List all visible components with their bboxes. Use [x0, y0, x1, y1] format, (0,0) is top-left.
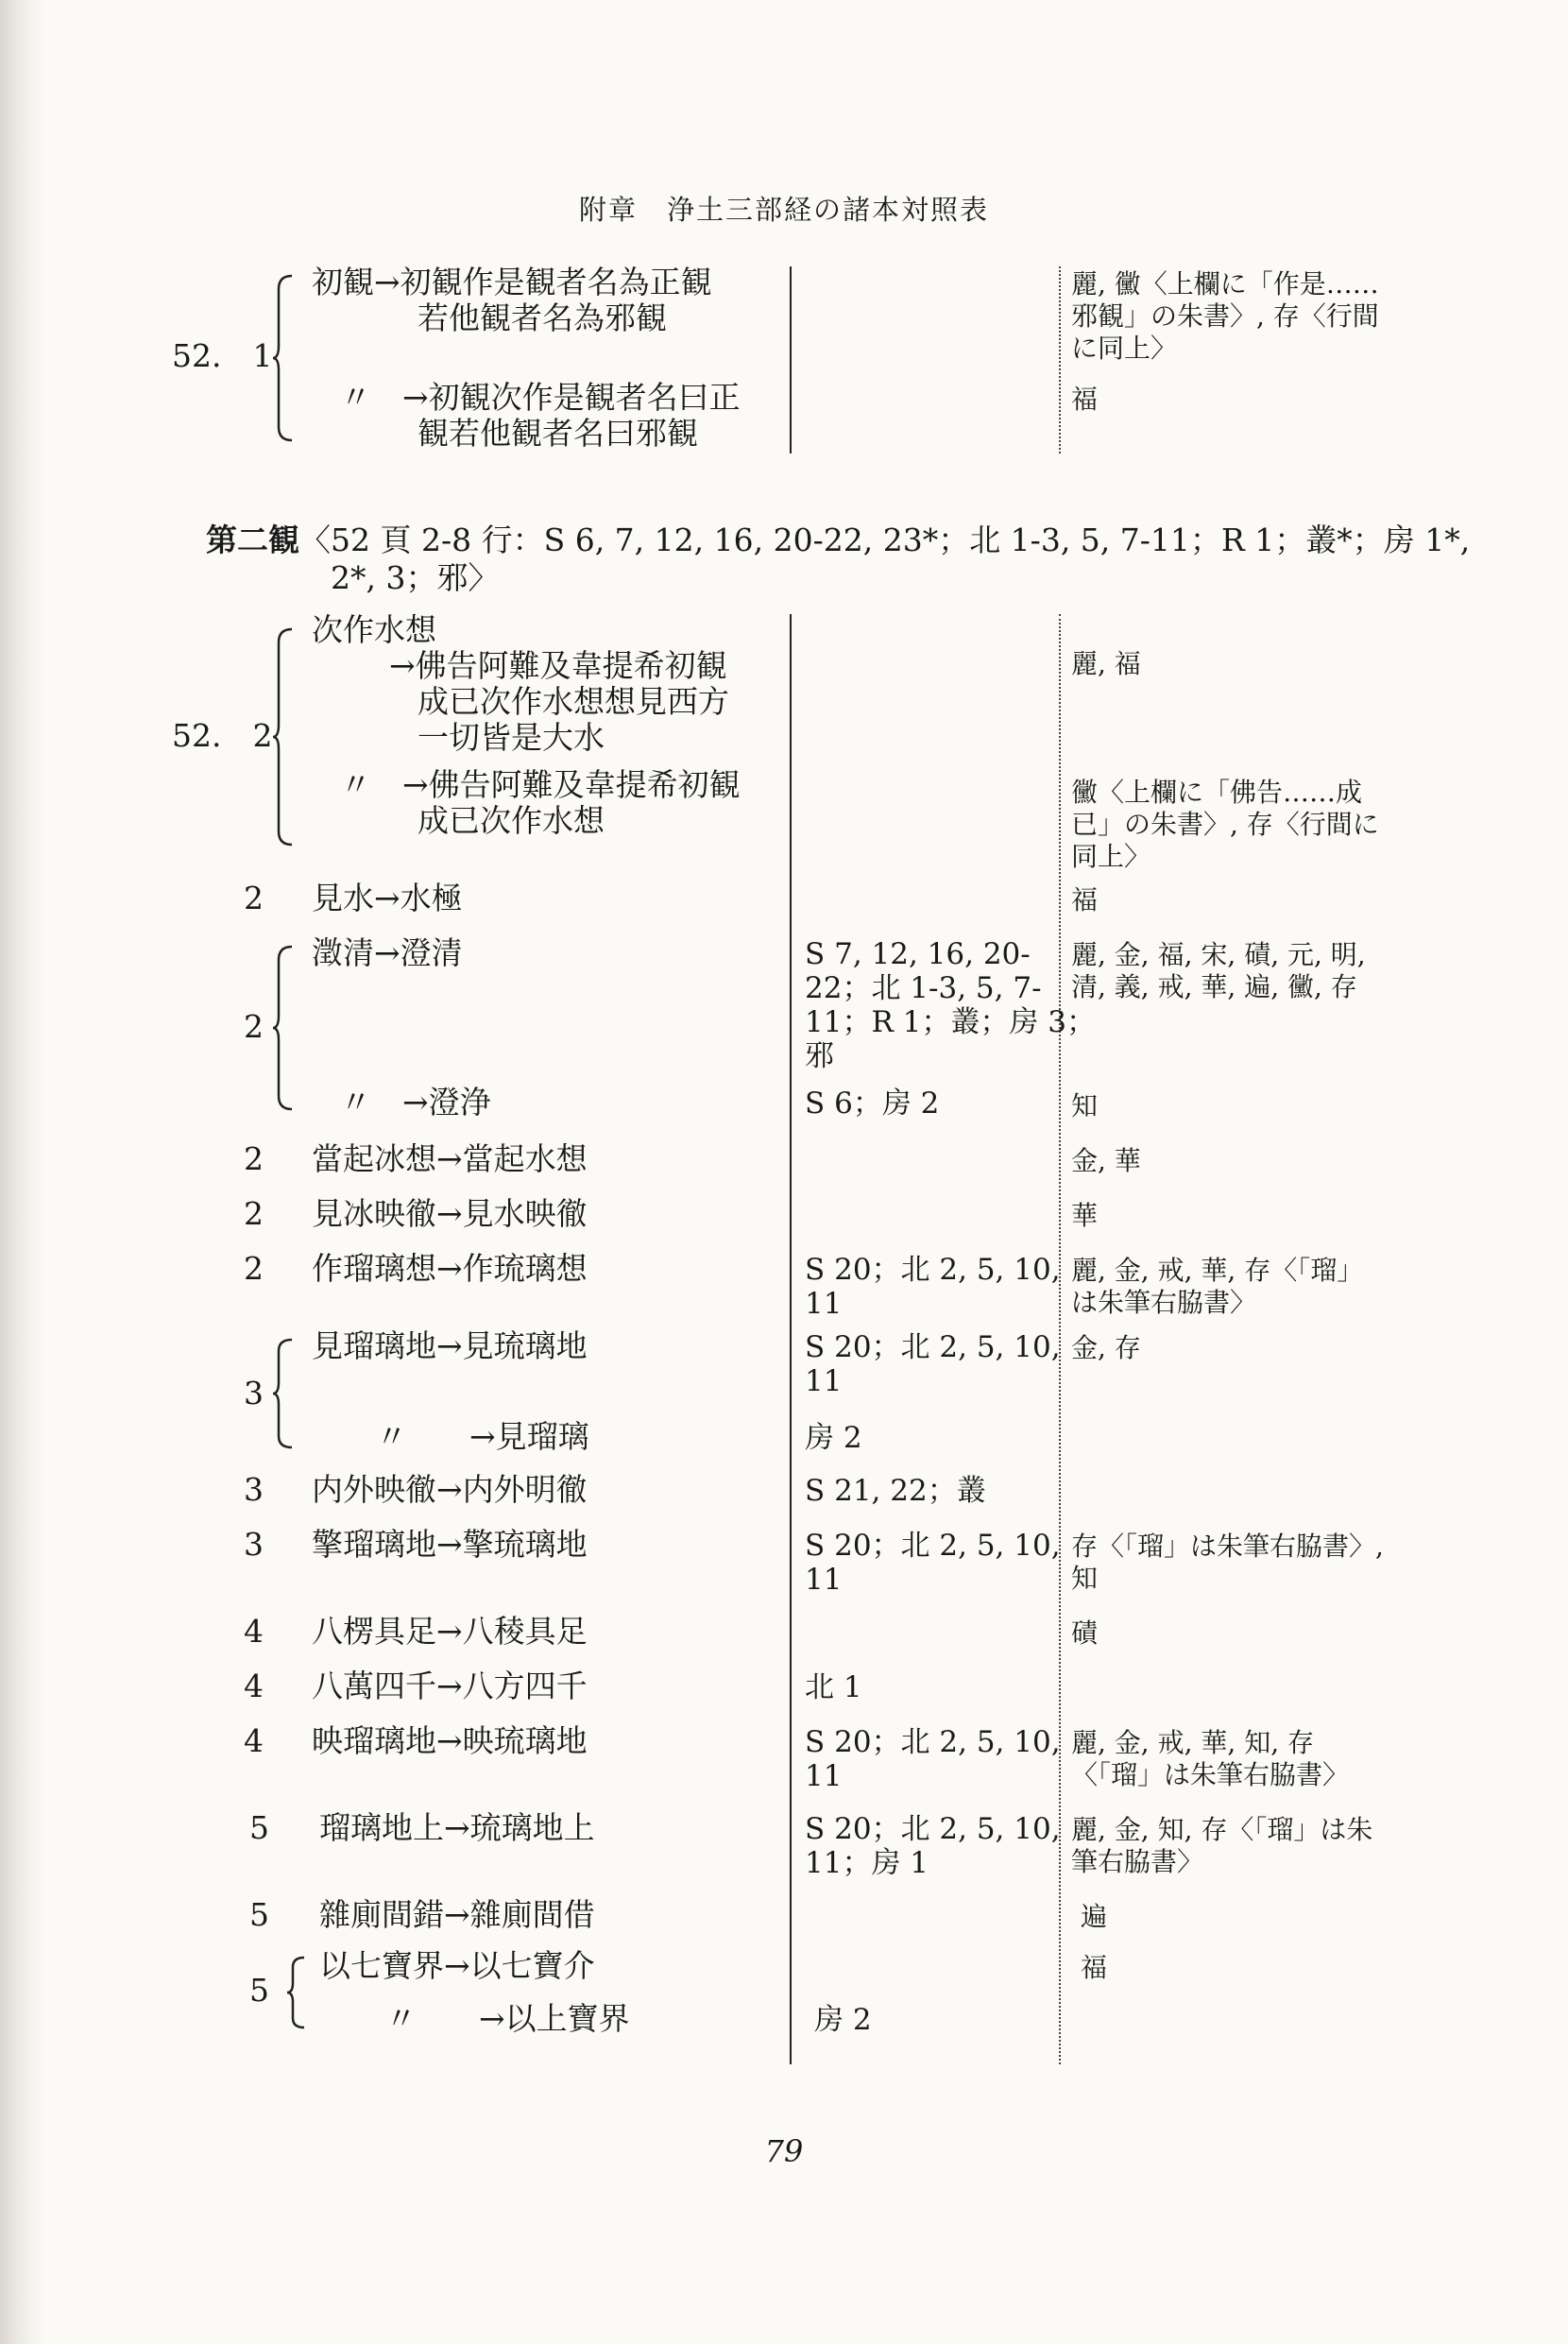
variant-entry: 雜廁間錯→雜廁間借: [319, 1896, 595, 1933]
edition-list: 磧: [1071, 1617, 1099, 1649]
line-ref: 52. 2: [172, 717, 273, 754]
edition-list: 麗, 金, 知, 存〈「瑠」は朱 筆右脇書〉: [1071, 1814, 1373, 1877]
line-ref: 2: [244, 1195, 264, 1232]
line-ref: 4: [244, 1722, 264, 1759]
column-rule-right: [1059, 266, 1061, 453]
variant-entry: 見瑠璃地→見琉璃地: [312, 1327, 588, 1364]
edition-list: 麗, 金, 戒, 華, 知, 存 〈「瑠」は朱筆右脇書〉: [1071, 1727, 1350, 1790]
edition-list: 知: [1071, 1090, 1099, 1121]
variant-entry: 次作水想 →佛告阿難及韋提希初観 成已次作水想想見西方 一切皆是大水: [312, 611, 729, 756]
witness-list: 北 1: [805, 1670, 862, 1704]
witness-list: S 20；北 2, 5, 10, 11: [805, 1330, 1061, 1398]
brace: [285, 1956, 308, 2029]
variant-entry: 瑠璃地上→琉璃地上: [319, 1809, 595, 1846]
edition-list: 福: [1071, 384, 1099, 415]
line-ref: 5: [249, 1896, 269, 1933]
variant-entry: 當起冰想→當起水想: [312, 1140, 588, 1177]
line-ref: 2: [244, 880, 264, 916]
brace: [271, 945, 296, 1111]
column-rule-left: [790, 266, 792, 453]
line-ref: 5: [249, 1972, 269, 2009]
line-ref: 2: [244, 1008, 264, 1045]
witness-list: S 20；北 2, 5, 10, 11: [805, 1253, 1061, 1321]
witness-list: 房 2: [814, 2003, 872, 2037]
edition-list: 金, 存: [1071, 1332, 1141, 1363]
variant-entry: 初観→初観作是観者名為正観 若他観者名為邪観: [312, 264, 712, 336]
witness-list: S 20；北 2, 5, 10, 11: [805, 1529, 1061, 1597]
heading-label: 第二観: [206, 522, 299, 558]
variant-entry: 内外映徹→内外明徹: [312, 1471, 588, 1508]
variant-entry: 〃 →初観次作是観者名曰正 観若他観者名曰邪観: [340, 379, 741, 452]
line-ref: 2: [244, 1140, 264, 1177]
line-ref: 3: [244, 1471, 264, 1508]
edition-list: 黴〈上欄に「佛告……成 已」の朱書〉, 存〈行間に 同上〉: [1071, 777, 1379, 872]
edition-list: 麗, 黴〈上欄に「作是…… 邪観」の朱書〉, 存〈行間 に同上〉: [1071, 268, 1379, 364]
variant-entry: 見冰映徹→見水映徹: [312, 1195, 588, 1232]
page-number: 79: [764, 2133, 804, 2169]
heading-text-cont: 2*, 3；邪〉: [331, 559, 500, 596]
edition-list: 存〈「瑠」は朱筆右脇書〉, 知: [1071, 1531, 1384, 1594]
edition-list: 福: [1081, 1952, 1108, 1983]
variant-entry: 〃 →澄浄: [340, 1084, 491, 1121]
witness-list: 房 2: [805, 1421, 862, 1455]
variant-entry: 〃 →以上寶界: [385, 2000, 630, 2037]
variant-entry: 澂清→澄清: [312, 934, 463, 971]
line-ref: 5: [249, 1809, 269, 1846]
variant-entry: 作瑠璃想→作琉璃想: [312, 1250, 588, 1287]
witness-list: S 21, 22；叢: [805, 1474, 986, 1508]
running-head: 附章 浄土三部経の諸本対照表: [578, 194, 989, 226]
scan-edge: [0, 0, 43, 2344]
edition-list: 麗, 金, 福, 宋, 磧, 元, 明, 清, 義, 戒, 華, 遍, 黴, 存: [1071, 939, 1366, 1002]
column-rule-left: [790, 614, 792, 2064]
line-ref: 3: [244, 1526, 264, 1563]
section-heading: [206, 522, 1470, 597]
variant-entry: 八楞具足→八稜具足: [312, 1613, 588, 1650]
brace: [271, 627, 296, 847]
variant-entry: 映瑠璃地→映琉璃地: [312, 1722, 588, 1759]
line-ref: 4: [244, 1613, 264, 1650]
edition-list: 麗, 福: [1071, 648, 1141, 679]
edition-list: 金, 華: [1071, 1145, 1141, 1176]
witness-list: S 20；北 2, 5, 10, 11: [805, 1725, 1061, 1793]
heading-text: 〈52 頁 2-8 行：S 6, 7, 12, 16, 20-22, 23*；北 1-3, 5, 7-11；R 1；叢*；房 1*,: [299, 522, 1471, 558]
variant-entry: 〃 →見瑠璃: [376, 1418, 589, 1455]
line-ref: 4: [244, 1668, 264, 1704]
witness-list: S 7, 12, 16, 20- 22；北 1-3, 5, 7- 11；R 1；叢；房 3； 邪: [805, 937, 1096, 1073]
witness-list: S 20；北 2, 5, 10, 11；房 1: [805, 1812, 1061, 1880]
edition-list: 麗, 金, 戒, 華, 存〈「瑠」 は朱筆右脇書〉: [1071, 1255, 1364, 1318]
edition-list: 華: [1071, 1200, 1099, 1231]
line-ref: 3: [244, 1375, 264, 1412]
edition-list: 遍: [1081, 1901, 1108, 1932]
variant-entry: 〃 →佛告阿難及韋提希初観 成已次作水想: [340, 766, 741, 839]
line-ref: 2: [244, 1250, 264, 1287]
variant-entry: 以七寶界→以七寶介: [319, 1947, 595, 1984]
brace: [271, 1338, 296, 1449]
variant-entry: 見水→水極: [312, 880, 463, 916]
witness-list: S 6；房 2: [805, 1086, 940, 1121]
line-ref: 52. 1: [172, 337, 273, 374]
edition-list: 福: [1071, 884, 1099, 915]
brace: [271, 274, 296, 442]
variant-entry: 擎瑠璃地→擎琉璃地: [312, 1526, 588, 1563]
variant-entry: 八萬四千→八方四千: [312, 1668, 588, 1704]
